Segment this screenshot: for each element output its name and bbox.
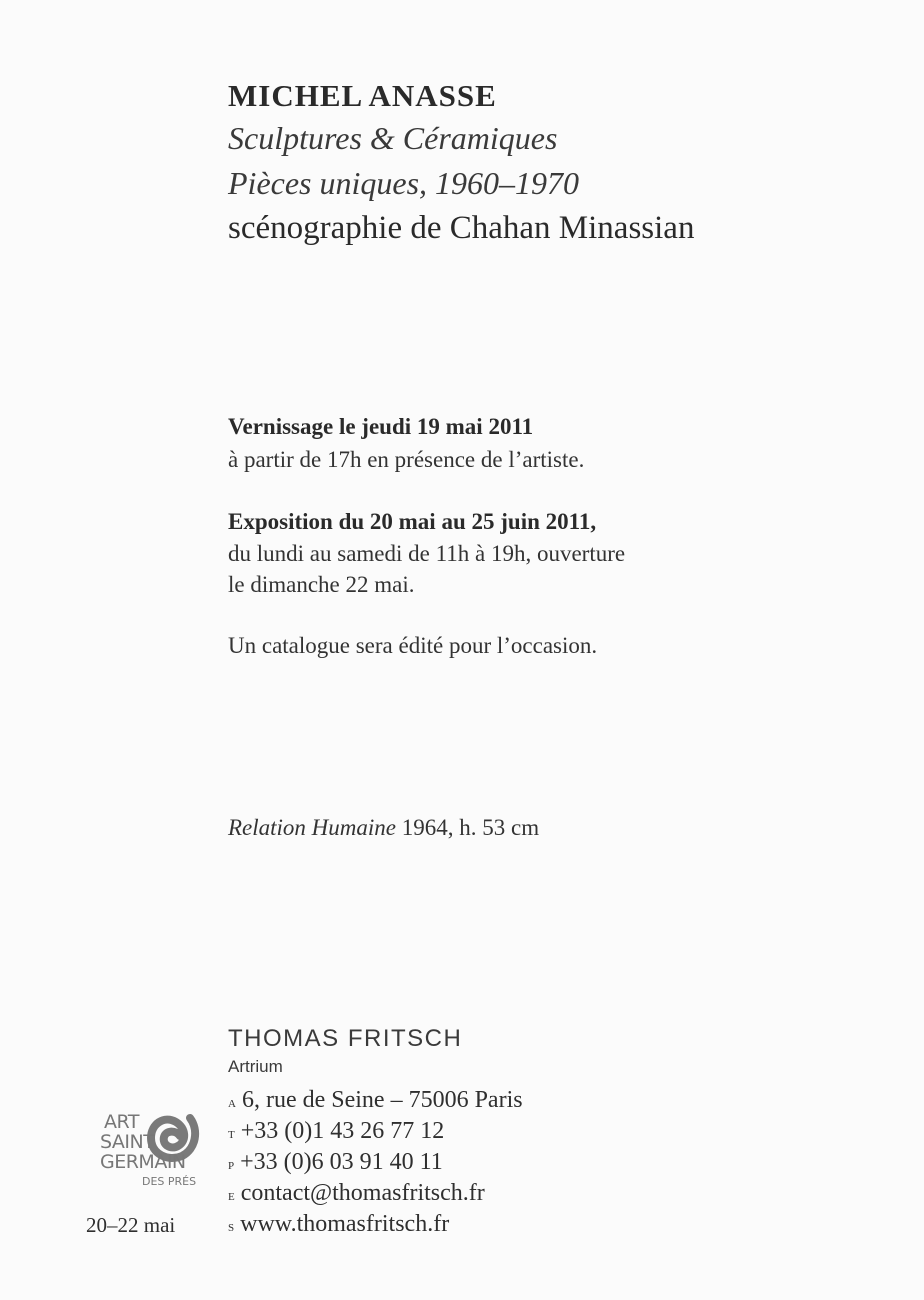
gallery-name: THOMAS FRITSCH bbox=[228, 1025, 463, 1052]
telephone-value: +33 (0)1 43 26 77 12 bbox=[240, 1118, 445, 1144]
artwork-details: 1964, h. 53 cm bbox=[396, 815, 540, 840]
contact-address bbox=[228, 1087, 523, 1114]
artwork-caption bbox=[228, 815, 539, 841]
gallery-subname: Artrium bbox=[228, 1057, 283, 1076]
event-dates: 20–22 mai bbox=[86, 1213, 176, 1237]
exposition-sunday: le dimanche 22 mai. bbox=[228, 572, 415, 597]
contact-email[interactable] bbox=[228, 1180, 485, 1207]
telephone-prefix: t bbox=[228, 1125, 235, 1142]
mobile-prefix: p bbox=[228, 1156, 235, 1173]
contact-website[interactable] bbox=[228, 1211, 449, 1238]
exhibition-period: Pièces uniques, 1960–1970 bbox=[228, 165, 580, 201]
artwork-title: Relation Humaine bbox=[228, 815, 396, 840]
website-link[interactable]: www.thomasfritsch.fr bbox=[240, 1211, 450, 1237]
scenography-credit: scénographie de Chahan Minassian bbox=[228, 210, 695, 246]
website-prefix: s bbox=[228, 1218, 235, 1235]
address-prefix: a bbox=[228, 1094, 236, 1111]
exhibition-subtitle: Sculptures & Céramiques bbox=[228, 120, 558, 156]
catalogue-note: Un catalogue sera édité pour l’occasion. bbox=[228, 633, 598, 658]
logo-text-germain: GERMAIN bbox=[100, 1151, 186, 1173]
contact-mobile bbox=[228, 1149, 443, 1176]
contact-telephone bbox=[228, 1118, 444, 1145]
logo-text-des-pres: DES PRÉS bbox=[142, 1175, 197, 1188]
exposition-hours: du lundi au samedi de 11h à 19h, ouverture bbox=[228, 541, 626, 566]
vernissage-heading: Vernissage le jeudi 19 mai 2011 bbox=[228, 414, 534, 439]
artist-name: MICHEL ANASSE bbox=[228, 78, 497, 113]
logo-text-art: ART bbox=[104, 1111, 139, 1133]
exposition-heading: Exposition du 20 mai au 25 juin 2011, bbox=[228, 509, 597, 534]
email-prefix: e bbox=[228, 1187, 235, 1204]
mobile-value: +33 (0)6 03 91 40 11 bbox=[240, 1149, 443, 1175]
logo-text-saint: SAINT bbox=[100, 1131, 155, 1153]
address-value: 6, rue de Seine – 75006 Paris bbox=[241, 1087, 523, 1113]
email-link[interactable]: contact@thomasfritsch.fr bbox=[240, 1180, 485, 1206]
art-saint-germain-logo bbox=[96, 1102, 211, 1212]
vernissage-detail: à partir de 17h en présence de l’artiste. bbox=[228, 447, 585, 472]
